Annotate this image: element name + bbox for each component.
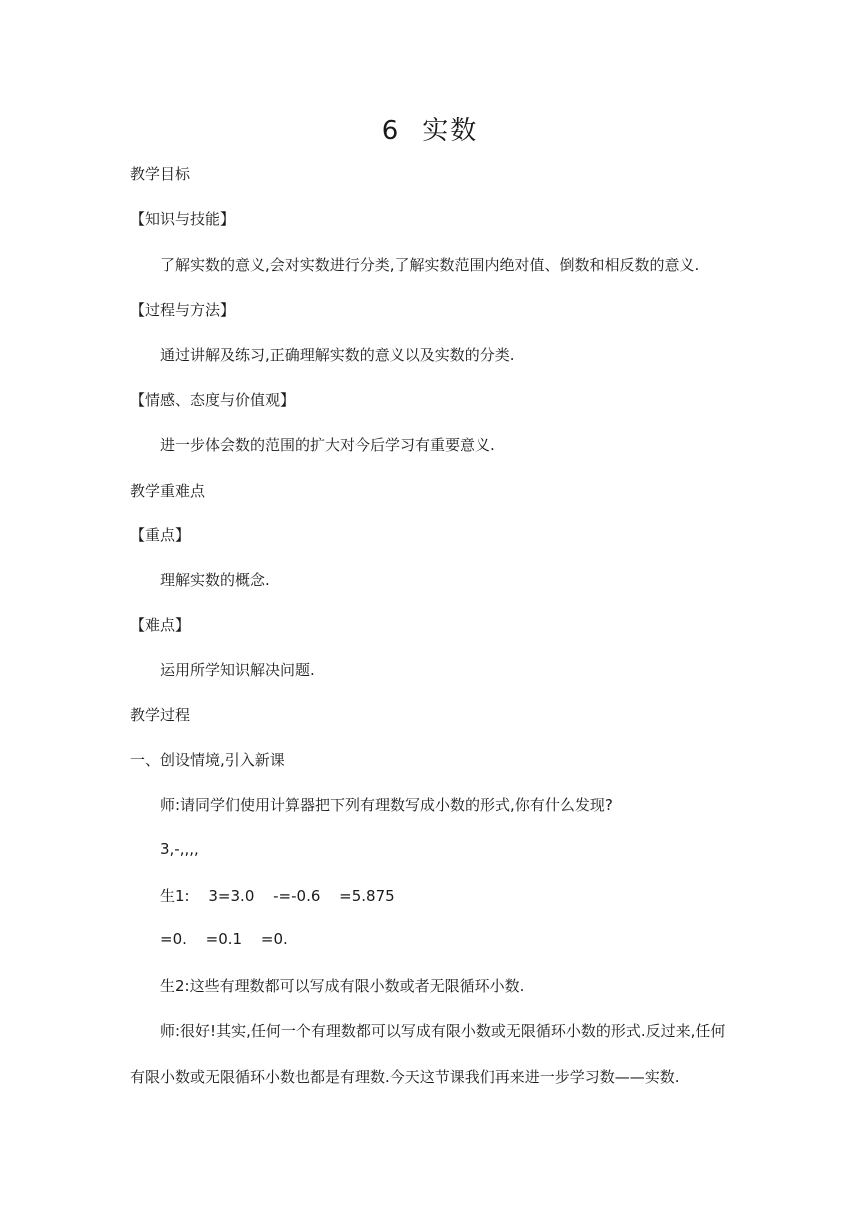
emotion-text: 进一步体会数的范围的扩大对今后学习有重要意义. [160, 436, 495, 454]
part1-heading: 一、创设情境,引入新课 [130, 751, 285, 769]
page-title [0, 110, 860, 147]
difficult-heading: 【难点】 [130, 616, 191, 634]
student1-label: 生1: [160, 887, 190, 905]
key-difficult-heading: 教学重难点 [130, 482, 206, 500]
student1-value-a: 3=3.0 [208, 887, 255, 905]
numbers-line: 3,-,,,, [160, 840, 199, 858]
knowledge-text: 了解实数的意义,会对实数进行分类,了解实数范围内绝对值、倒数和相反数的意义. [160, 256, 700, 274]
emotion-heading: 【情感、态度与价值观】 [130, 391, 296, 409]
goals-heading: 教学目标 [130, 165, 191, 183]
student1-value-c: =5.875 [339, 887, 395, 905]
knowledge-heading: 【知识与技能】 [130, 210, 236, 228]
process-text: 通过讲解及练习,正确理解实数的意义以及实数的分类. [160, 346, 515, 364]
student1-value-b: -=-0.6 [273, 887, 321, 905]
teacher-response-line1: 师:很好!其实,任何一个有理数都可以写成有限小数或无限循环小数的形式.反过来,任何 [160, 1022, 726, 1040]
key-heading: 【重点】 [130, 526, 191, 544]
student1-answer [160, 885, 395, 906]
teaching-process-heading: 教学过程 [130, 706, 191, 724]
student1-value-e: =0.1 [205, 930, 243, 948]
teacher-question: 师:请同学们使用计算器把下列有理数写成小数的形式,你有什么发现? [160, 796, 613, 814]
student1-value-f: =0. [260, 930, 288, 948]
student1-value-d: =0. [160, 930, 187, 948]
student2-answer: 生2:这些有理数都可以写成有限小数或者无限循环小数. [160, 977, 525, 995]
title-number: 6 [381, 116, 401, 146]
process-heading: 【过程与方法】 [130, 301, 236, 319]
student1-answer-continued [160, 930, 288, 948]
difficult-text: 运用所学知识解决问题. [160, 661, 315, 679]
title-text: 实数 [422, 116, 479, 146]
teacher-response-line2: 有限小数或无限循环小数也都是有理数.今天这节课我们再来进一步学习数——实数. [130, 1068, 680, 1086]
key-text: 理解实数的概念. [160, 571, 270, 589]
